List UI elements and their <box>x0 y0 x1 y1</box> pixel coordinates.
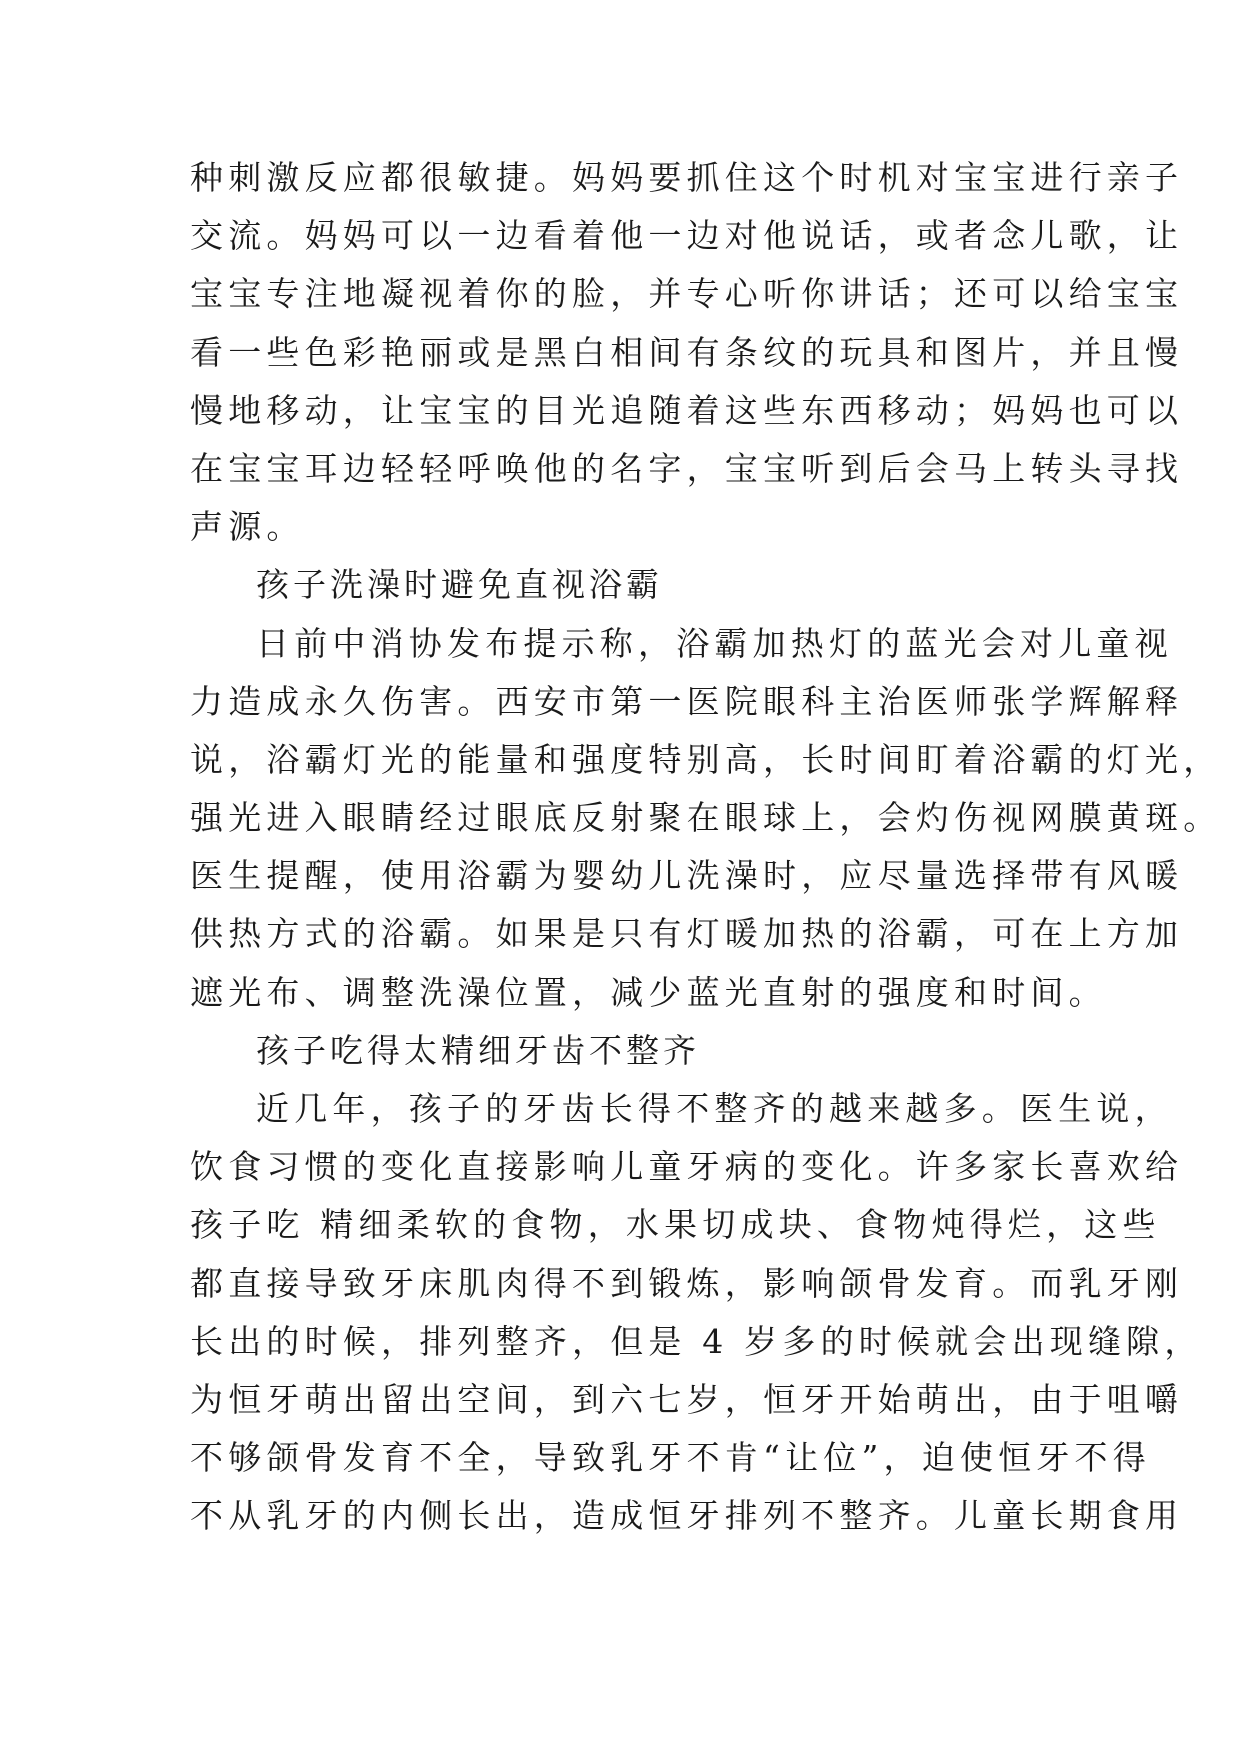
paragraph-line: 种刺激反应都很敏捷。妈妈要抓住这个时机对宝宝进行亲子 <box>190 158 1184 197</box>
paragraph-line: 看一些色彩艳丽或是黑白相间有条纹的玩具和图片，并且慢 <box>190 332 1184 372</box>
paragraph-line: 长出的时候，排列整齐，但是 4 岁多的时候就会出现缝隙， <box>190 1321 1203 1361</box>
paragraph-line: 说，浴霸灯光的能量和强度特别高，长时间盯着浴霸的灯光， <box>190 739 1222 779</box>
paragraph-line: 声源。 <box>190 507 305 547</box>
paragraph-line: 力造成永久伤害。西安市第一医院眼科主治医师张学辉解释 <box>190 681 1184 721</box>
paragraph-line: 强光进入眼睛经过眼底反射聚在眼球上，会灼伤视网膜黄斑。 <box>190 798 1222 838</box>
paragraph-line: 遮光布、调整洗澡位置，减少蓝光直射的强度和时间。 <box>190 972 1107 1012</box>
paragraph-line: 都直接导致牙床肌肉得不到锻炼，影响颌骨发育。而乳牙刚 <box>190 1263 1184 1303</box>
paragraph-line: 不够颌骨发育不全，导致乳牙不肯“让位”，迫使恒牙不得 <box>190 1438 1151 1478</box>
section-heading: 孩子吃得太精细牙齿不整齐 <box>256 1030 700 1070</box>
section-heading: 孩子洗澡时避免直视浴霸 <box>256 565 663 605</box>
paragraph-line: 日前中消协发布提示称，浴霸加热灯的蓝光会对儿童视 <box>256 623 1173 663</box>
paragraph-line: 在宝宝耳边轻轻呼唤他的名字，宝宝听到后会马上转头寻找 <box>190 448 1184 488</box>
paragraph-line: 宝宝专注地凝视着你的脸，并专心听你讲话；还可以给宝宝 <box>190 274 1184 314</box>
paragraph-line: 近几年，孩子的牙齿长得不整齐的越来越多。医生说， <box>256 1089 1173 1128</box>
paragraph-line: 为恒牙萌出留出空间，到六七岁，恒牙开始萌出，由于咀嚼 <box>190 1379 1184 1419</box>
paragraph-line: 医生提醒，使用浴霸为婴幼儿洗澡时，应尽量选择带有风暖 <box>190 856 1184 896</box>
document-body <box>190 158 1222 1555</box>
paragraph-line: 供热方式的浴霸。如果是只有灯暖加热的浴霸，可在上方加 <box>190 914 1184 954</box>
paragraph-line: 交流。妈妈可以一边看着他一边对他说话，或者念儿歌，让 <box>190 216 1184 256</box>
paragraph-line: 慢地移动，让宝宝的目光追随着这些东西移动；妈妈也可以 <box>190 390 1184 430</box>
paragraph-line: 不从乳牙的内侧长出，造成恒牙排列不整齐。儿童长期食用 <box>190 1496 1184 1536</box>
paragraph-line: 饮食习惯的变化直接影响儿童牙病的变化。许多家长喜欢给 <box>190 1147 1184 1187</box>
paragraph-line: 孩子吃 精细柔软的食物，水果切成块、食物炖得烂，这些 <box>190 1205 1161 1245</box>
